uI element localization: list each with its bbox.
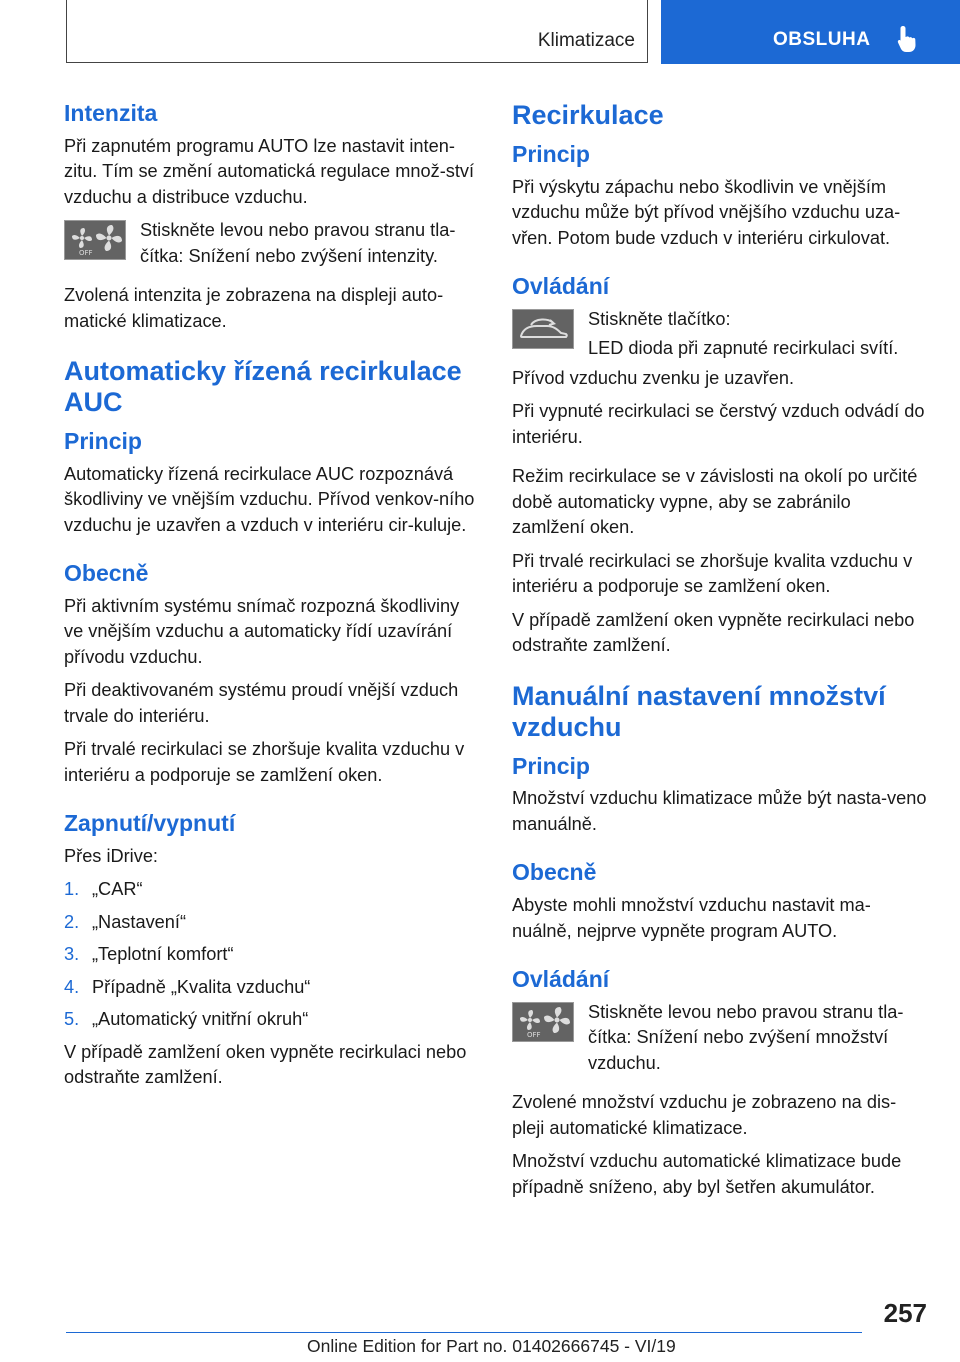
paragraph: Množství vzduchu klimatizace může být nasta-veno manuálně.: [512, 788, 927, 834]
paragraph: Při aktivním systému snímač rozpozná škodliviny ve vnějším vzduchu a automaticky řídí uzavírání přívodu vzduchu.: [64, 595, 460, 667]
section-title: OBSLUHA: [773, 29, 871, 50]
paragraph: Abyste mohli množství vzduchu nastavit ma-nuálně, nejprve vypněte program AUTO.: [512, 895, 871, 941]
svg-text:OFF: OFF: [527, 1030, 541, 1039]
paragraph: Automaticky řízená recirkulace AUC rozpoznává škodliviny ve vnějším vzduchu. Přívod venkov-ního vzduchu je uzavřen a vzduch v interiéru cir-kuluje.: [64, 463, 475, 535]
recirculation-button-icon: [512, 309, 574, 349]
fan-button-row: [64, 218, 476, 273]
paragraph: V případě zamlžení oken vypněte recirkulaci nebo odstraňte zamlžení.: [64, 1041, 467, 1088]
paragraph: Při zapnutém programu AUTO lze nastavit inten-zitu. Tím se změní automatická regulace množ-ství vzduchu a distribuce vzduchu.: [64, 135, 475, 207]
paragraph: Zvolené množství vzduchu je zobrazeno na dis-pleji automatické klimatizace.: [512, 1092, 897, 1138]
paragraph: Režim recirkulace se v závislosti na okolí po určité době automaticky vypne, aby se zabránilo zamlžení oken.: [512, 466, 918, 538]
idrive-steps: [64, 877, 476, 1033]
left-column: [64, 100, 476, 1099]
paragraph: Přes iDrive:: [64, 845, 158, 866]
paragraph: Při vypnuté recirkulaci se čerstvý vzduch odvádí do interiéru.: [512, 401, 925, 447]
list-item: 2. „Nastavení“: [64, 911, 187, 932]
right-column: [512, 100, 928, 1208]
heading-recirkulace: Recirkulace: [512, 100, 664, 130]
list-item: 1. „CAR“: [64, 879, 143, 900]
fan-button-icon: [512, 1002, 574, 1042]
icon-caption: Stiskněte tlačítko:: [588, 308, 731, 329]
header-bar: [66, 0, 648, 63]
heading-zapnuti: Zapnutí/vypnutí: [64, 810, 236, 837]
heading-auc: Automaticky řízená recirkulace AUC: [64, 356, 462, 418]
icon-caption: LED dioda při zapnuté recirkulaci svítí.: [588, 338, 899, 359]
svg-text:OFF: OFF: [79, 249, 93, 258]
heading-obecne: Obecně: [64, 560, 149, 587]
paragraph: Množství vzduchu automatické klimatizace bude případně sníženo, aby byl šetřen akumulátor.: [512, 1151, 902, 1197]
paragraph: Zvolená intenzita je zobrazena na displeji auto-matické klimatizace.: [64, 285, 444, 331]
icon-caption: Stiskněte levou nebo pravou stranu tla-čítka: Snížení nebo zvýšení množství vzduchu.: [588, 1001, 904, 1073]
paragraph: Při výskytu zápachu nebo škodlivin ve vnějším vzduchu může být přívod vnějšího vzduchu uza-vřen. Potom bude vzduch v interiéru cirkulovat.: [512, 176, 901, 248]
paragraph: Při trvalé recirkulaci se zhoršuje kvalita vzduchu v interiéru a podporuje se zamlžení oken.: [512, 550, 913, 597]
paragraph: Při deaktivovaném systému proudí vnější vzduch trvale do interiéru.: [64, 680, 459, 726]
list-item: 4. Případně „Kvalita vzduchu“: [64, 976, 311, 997]
hand-pointer-icon: [897, 24, 923, 54]
paragraph: V případě zamlžení oken vypněte recirkulaci nebo odstraňte zamlžení.: [512, 609, 915, 656]
heading-ovladani: Ovládání: [512, 273, 610, 300]
section-tab: [661, 0, 960, 64]
heading-princip: Princip: [64, 428, 142, 455]
heading-princip: Princip: [512, 752, 590, 779]
fan-button-icon: [64, 220, 126, 260]
list-item: 3. „Teplotní komfort“: [64, 944, 234, 965]
fan-button-row: [512, 1000, 928, 1081]
chapter-title: Klimatizace: [537, 30, 635, 51]
footer-divider: [66, 1332, 862, 1333]
recirculation-button-row: [512, 307, 928, 366]
list-item: 5. „Automatický vnitřní okruh“: [64, 1009, 309, 1030]
paragraph: Při trvalé recirkulaci se zhoršuje kvalita vzduchu v interiéru a podporuje se zamlžení oken.: [64, 739, 465, 785]
heading-obecne: Obecně: [512, 859, 597, 886]
heading-princip: Princip: [512, 141, 590, 168]
icon-caption: Stiskněte levou nebo pravou stranu tla-čítka: Snížení nebo zvýšení intenzity.: [140, 220, 456, 266]
heading-manual: Manuální nastavení množství vzduchu: [512, 680, 886, 742]
edition-note: Online Edition for Part no. 01402666745 - VI/19: [307, 1336, 676, 1356]
page-number: 257: [883, 1298, 927, 1328]
heading-ovladani: Ovládání: [512, 966, 610, 993]
paragraph: Přívod vzduchu zvenku je uzavřen.: [512, 367, 795, 388]
heading-intenzita: Intenzita: [64, 100, 158, 126]
